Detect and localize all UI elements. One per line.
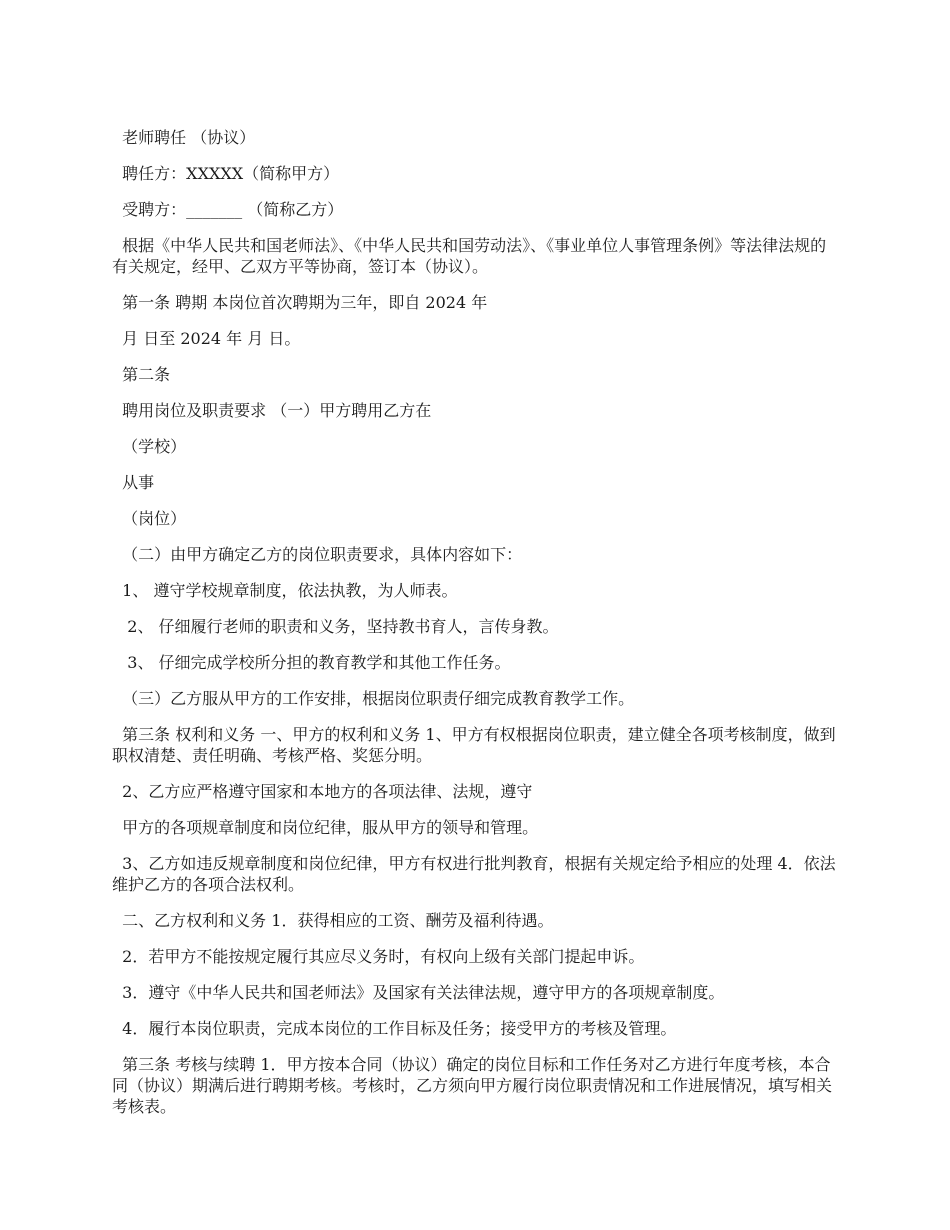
paragraph-rights-2: 2、乙方应严格遵守国家和本地方的各项法律、法规，遵守 [112, 782, 533, 801]
paragraph-rights-3: 3、乙方如违反规章制度和岗位纪律，甲方有权进行批判教育，根据有关规定给予相应的处理 4．依法维护乙方的各项合法权利。 [112, 854, 836, 894]
paragraph-school: （学校） [112, 437, 187, 456]
list-item-duty-3: 3、 仔细完成学校所分担的教育教学和其他工作任务。 [112, 653, 511, 672]
paragraph-article-1-dates: 月 日至 2024 年 月 日。 [112, 329, 301, 348]
paragraph-article-2: 第二条 [112, 365, 171, 384]
document-title: 老师聘任 （协议） [112, 128, 256, 147]
paragraph-engage: 从事 [112, 473, 155, 492]
paragraph-duties-intro: （二）由甲方确定乙方的岗位职责要求，具体内容如下： [112, 545, 523, 564]
paragraph-duties-3: （三）乙方服从甲方的工作安排，根据岗位职责仔细完成教育教学工作。 [112, 689, 635, 708]
paragraph-employee-rights-3: 3．遵守《中华人民共和国老师法》及国家有关法律法规，遵守甲方的各项规章制度。 [112, 983, 725, 1002]
paragraph-employee: 受聘方：_______ （简称乙方） [112, 200, 344, 219]
paragraph-article-1: 第一条 聘期 本岗位首次聘期为三年，即自 2024 年 [112, 293, 488, 312]
paragraph-rights-2-cont: 甲方的各项规章制度和岗位纪律，服从甲方的领导和管理。 [112, 818, 539, 837]
paragraph-employer: 聘任方：XXXXX（简称甲方） [112, 164, 340, 183]
paragraph-article-3-rights: 第三条 权利和义务 一、甲方的权利和义务 1、甲方有权根据岗位职责，建立健全各项考核制度，做到职权清楚、责任明确、考核严格、奖惩分明。 [112, 725, 836, 765]
paragraph-preamble: 根据《中华人民共和国老师法》、《中华人民共和国劳动法》、《事业单位人事管理条例》等法律法规的有关规定，经甲、乙双方平等协商，签订本（协议）。 [112, 236, 827, 276]
paragraph-article-3-assessment: 第三条 考核与续聘 1．甲方按本合同（协议）确定的岗位目标和工作任务对乙方进行年度考核，本合同（协议）期满后进行聘期考核。考核时，乙方须向甲方履行岗位职责情况和工作进展情况，填写相关考核表。 [112, 1055, 833, 1116]
paragraph-employee-rights-2: 2．若甲方不能按规定履行其应尽义务时，有权向上级有关部门提起申诉。 [112, 947, 645, 966]
paragraph-post: （岗位） [112, 509, 187, 528]
paragraph-position: 聘用岗位及职责要求 （一）甲方聘用乙方在 [112, 401, 432, 420]
list-item-duty-1: 1、 遵守学校规章制度，依法执教，为人师表。 [112, 581, 458, 600]
paragraph-employee-rights-1: 二、乙方权利和义务 1．获得相应的工资、酬劳及福利待遇。 [112, 911, 554, 930]
paragraph-employee-rights-4: 4．履行本岗位职责，完成本岗位的工作目标及任务；接受甲方的考核及管理。 [112, 1019, 677, 1038]
list-item-duty-2: 2、 仔细履行老师的职责和义务，坚持教书育人，言传身教。 [112, 617, 559, 636]
